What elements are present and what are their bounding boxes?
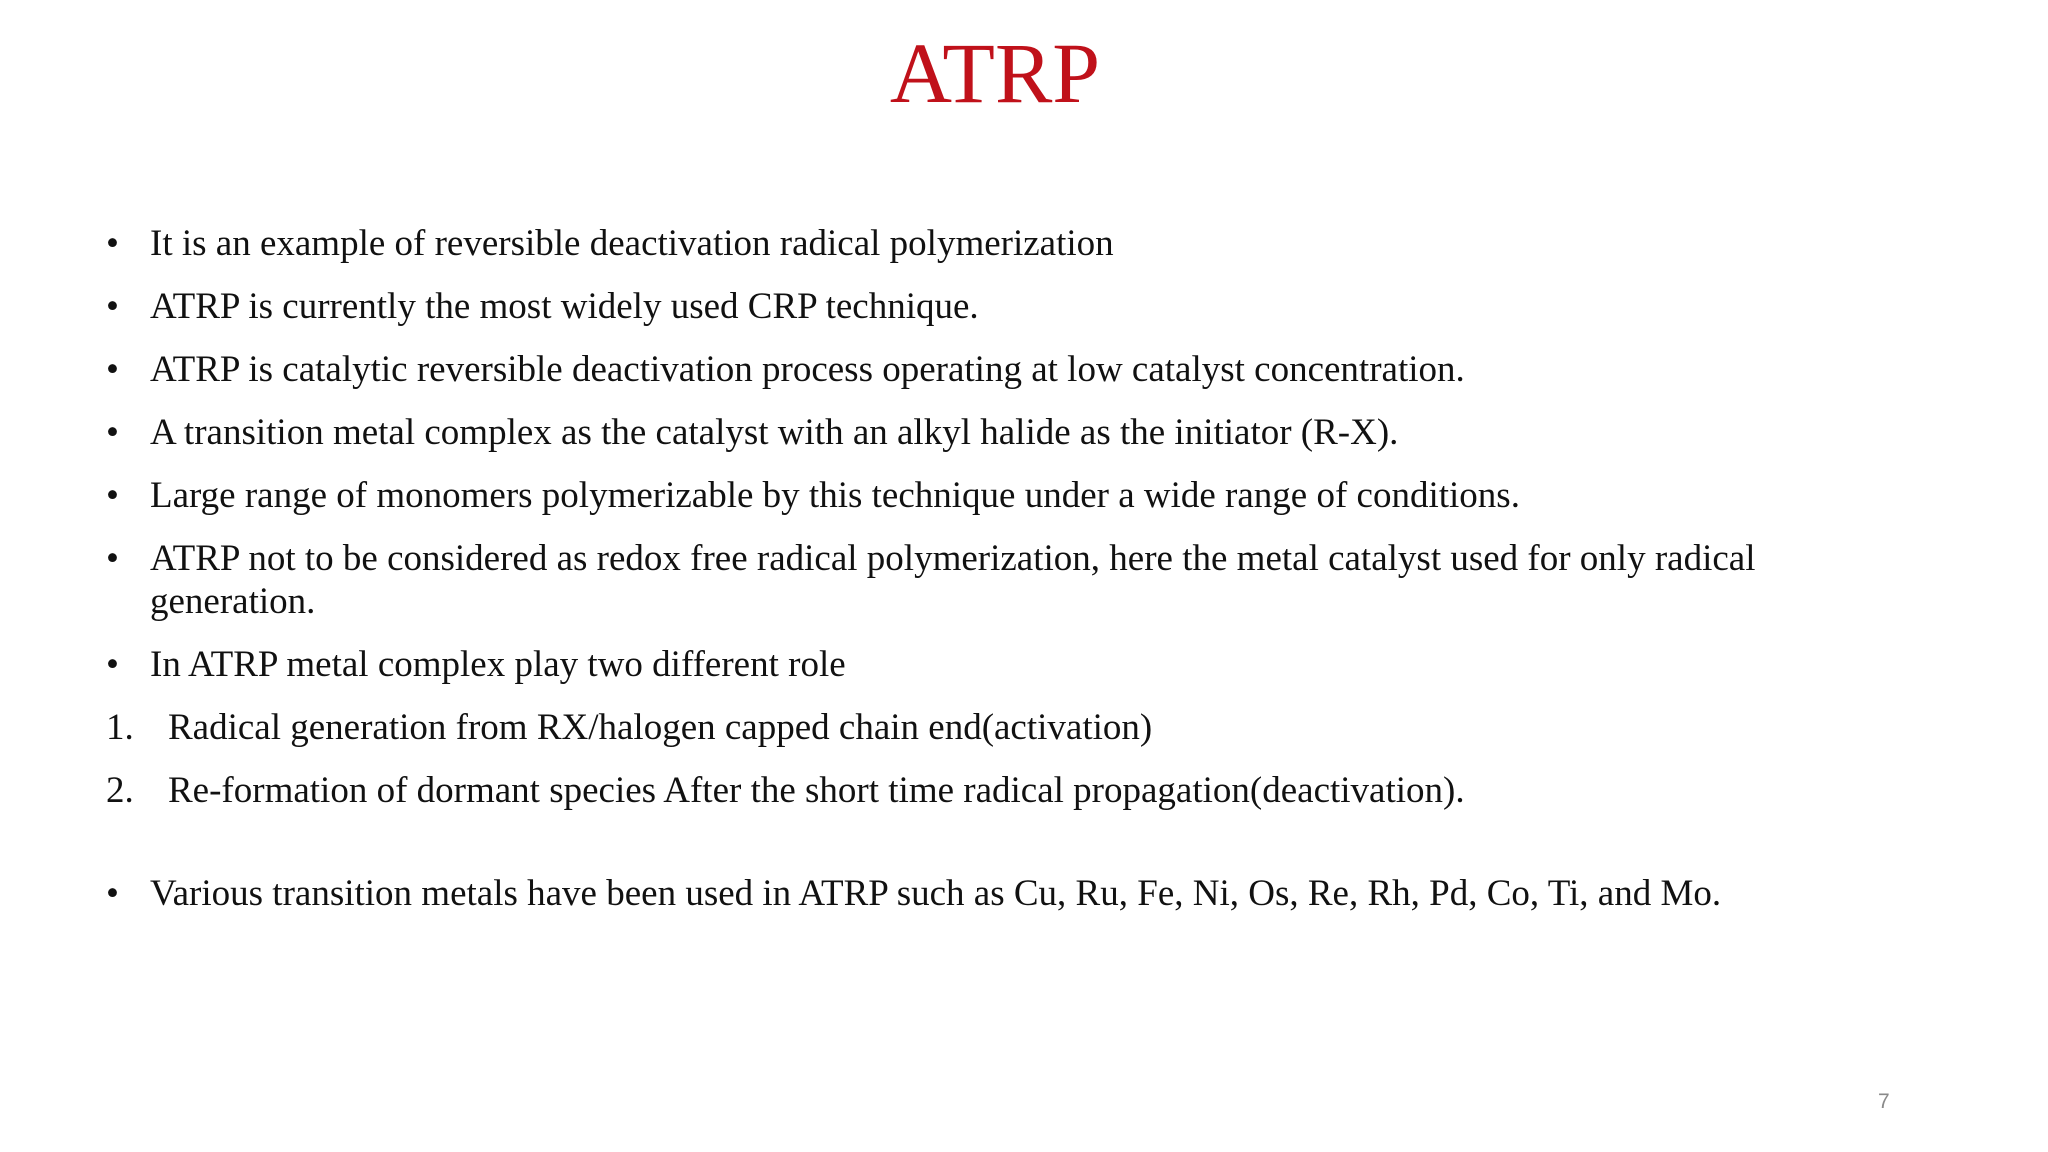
- page-number: 7: [1878, 1090, 1890, 1113]
- bullet-text: ATRP not to be considered as redox free radical polymerization, here the metal catalyst used for only radical generation.: [150, 538, 1756, 622]
- bullet-text: A transition metal complex as the catalyst with an alkyl halide as the initiator (R-X).: [150, 412, 1399, 453]
- number-marker: 1.: [106, 707, 134, 748]
- bullet-marker: •: [106, 873, 119, 914]
- bullet-text: In ATRP metal complex play two different role: [150, 644, 846, 685]
- bullet-item: [106, 643, 1886, 686]
- bullet-marker: •: [106, 475, 119, 516]
- bullet-marker: •: [106, 644, 119, 685]
- numbered-text: Radical generation from RX/halogen capped chain end(activation): [168, 707, 1153, 748]
- bullet-marker: •: [106, 538, 119, 579]
- bullet-marker: •: [106, 286, 119, 327]
- bullet-marker: •: [106, 412, 119, 453]
- slide-body: [106, 222, 1886, 935]
- number-marker: 2.: [106, 770, 134, 811]
- bullet-item: [106, 285, 1886, 328]
- bullet-text: ATRP is catalytic reversible deactivation process operating at low catalyst concentration.: [150, 349, 1465, 390]
- bullet-item: [106, 222, 1886, 265]
- numbered-item: [106, 769, 1886, 812]
- bullet-item: [106, 537, 1886, 623]
- bullet-text: ATRP is currently the most widely used CRP technique.: [150, 286, 979, 327]
- bullet-marker: •: [106, 349, 119, 390]
- spacer: [106, 832, 1886, 872]
- bullet-text: Large range of monomers polymerizable by this technique under a wide range of conditions.: [150, 475, 1520, 516]
- slide-title: ATRP: [889, 25, 1101, 121]
- bullet-item: [106, 411, 1886, 454]
- bullet-item: [106, 348, 1886, 391]
- bullet-text: Various transition metals have been used in ATRP such as Cu, Ru, Fe, Ni, Os, Re, Rh, Pd, Co, Ti, and Mo.: [150, 873, 1722, 914]
- bullet-item: [106, 474, 1886, 517]
- bullet-marker: •: [106, 223, 119, 264]
- numbered-item: [106, 706, 1886, 749]
- bullet-item: [106, 872, 1886, 915]
- numbered-text: Re-formation of dormant species After the short time radical propagation(deactivation).: [168, 770, 1465, 811]
- bullet-text: It is an example of reversible deactivation radical polymerization: [150, 223, 1114, 264]
